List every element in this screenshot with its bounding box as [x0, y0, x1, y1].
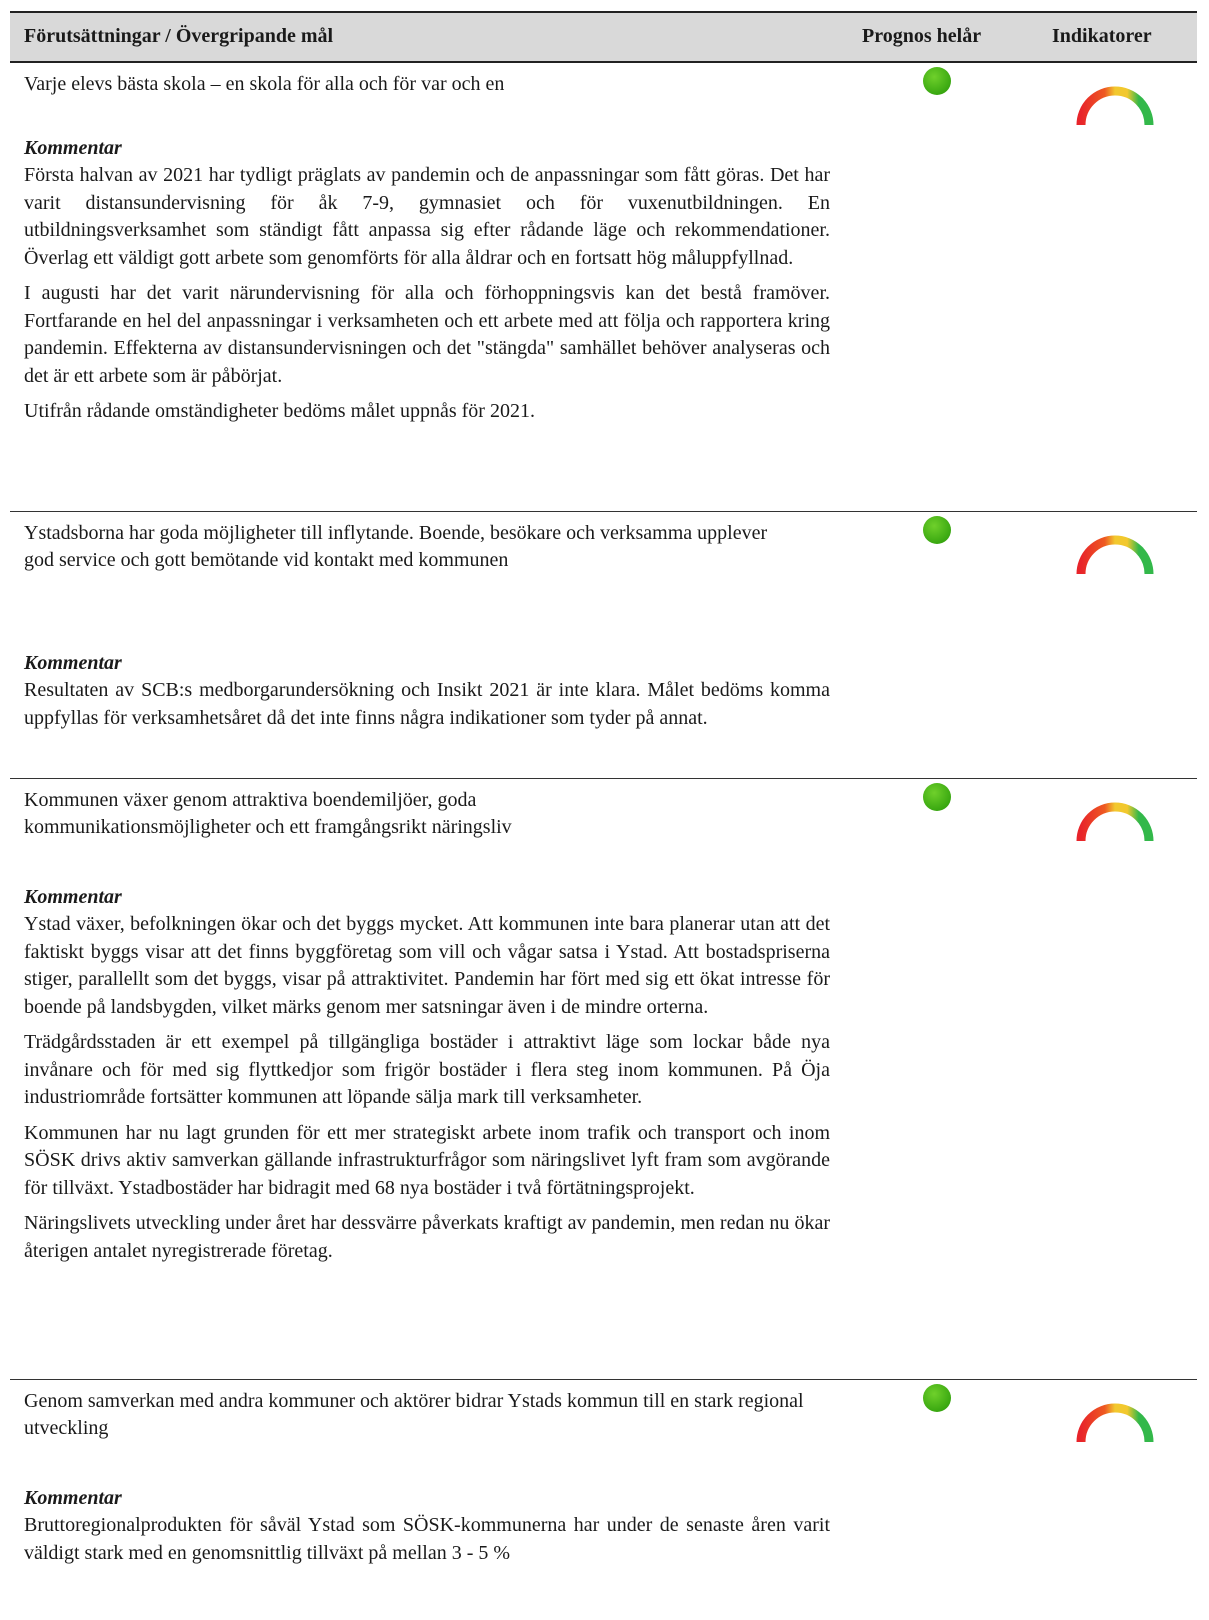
goal-row [10, 1380, 1197, 1620]
goal-title: Kommunen växer genom attraktiva boendemiljöer, goda kommunikationsmöjligheter och ett framgångsrikt näringsliv [24, 789, 512, 838]
comment-paragraph: Kommunen har nu lagt grunden för ett mer strategiskt arbete inom trafik och transport och inom SÖSK drivs aktiv samverkan gällande infrastrukturfrågor som näringslivet lyft fram som avgörande för tillväxt. Ystadbostäder har bidragit med 68 nya bostäder i två förtätningsprojekt. [24, 1121, 830, 1199]
goal-title: Genom samverkan med andra kommuner och aktörer bidrar Ystads kommun till en stark regional utveckling [24, 1390, 804, 1439]
goals-table [10, 11, 1197, 1620]
comment-paragraph: Första halvan av 2021 har tydligt präglats av pandemin och de anpassningar som fått göras. Det har varit distansundervisning för åk 7-9, gymnasiet och för vuxenutbildningen. En utbildningsverksamhet som ständigt fått anpassa sig efter rådande läge och rekommendationer. Överlag ett väldigt gott arbete som genomförts för alla åldrar och en fortsatt hög måluppfyllnad. [24, 164, 830, 269]
status-green-icon [923, 1384, 951, 1412]
comment-label: Kommentar [24, 137, 122, 159]
goal-row [10, 779, 1197, 1380]
gauge-indicator-icon [1074, 532, 1156, 578]
comment-body [24, 911, 830, 1273]
gauge-indicator-icon [1074, 799, 1156, 845]
goal-row [10, 512, 1197, 779]
comment-paragraph: Bruttoregionalprodukten för såväl Ystad som SÖSK-kommunerna har under de senaste åren varit väldigt stark med en genomsnittlig tillväxt på mellan 3 - 5 % [24, 1514, 830, 1564]
comment-label: Kommentar [24, 886, 122, 908]
comment-paragraph: Trädgårdsstaden är ett exempel på tillgängliga bostäder i attraktivt läge som lockar både nya invånare och för med sig flyttkedjor som frigör bostäder i flera steg inom kommunen. På Öja industriområde fortsätter kommunen att löpande sälja mark till verksamheter. [24, 1031, 830, 1108]
goal-title: Ystadsborna har goda möjligheter till inflytande. Boende, besökare och verksamma upplever god service och gott bemötande vid kontakt med kommunen [24, 522, 768, 571]
comment-body [24, 677, 830, 740]
goal-row [10, 63, 1197, 512]
goal-title: Varje elevs bästa skola – en skola för alla och för var och en [24, 73, 505, 95]
status-green-icon [923, 516, 951, 544]
comment-body [24, 1512, 830, 1575]
header-goal: Förutsättningar / Övergripande mål [24, 25, 334, 47]
table-header [10, 11, 1197, 63]
comment-paragraph: I augusti har det varit närundervisning för alla och förhoppningsvis kan det bestå framöver. Fortfarande en hel del anpassningar i verksamheten och ett arbete med att följa och rapportera kring pandemin. Effekterna av distansundervisningen och det "stängda" samhället behöver analyseras och det är ett arbete som är påbörjat. [24, 282, 830, 387]
comment-body [24, 162, 830, 434]
header-indikatorer: Indikatorer [1052, 25, 1152, 47]
comment-paragraph: Resultaten av SCB:s medborgarundersökning och Insikt 2021 är inte klara. Målet bedöms komma uppfyllas för verksamhetsåret då det inte finns några indikationer som tyder på annat. [24, 679, 830, 729]
header-prognos: Prognos helår [862, 25, 982, 47]
comment-paragraph: Näringslivets utveckling under året har dessvärre påverkats kraftigt av pandemin, men redan nu ökar återigen antalet nyregistrerade företag. [24, 1212, 830, 1262]
status-green-icon [923, 783, 951, 811]
gauge-indicator-icon [1074, 1400, 1156, 1446]
comment-label: Kommentar [24, 652, 122, 674]
comment-label: Kommentar [24, 1487, 122, 1509]
gauge-indicator-icon [1074, 83, 1156, 129]
comment-paragraph: Utifrån rådande omständigheter bedöms målet uppnås för 2021. [24, 400, 535, 422]
status-green-icon [923, 67, 951, 95]
comment-paragraph: Ystad växer, befolkningen ökar och det byggs mycket. Att kommunen inte bara planerar utan att det faktiskt byggs visar att det finns byggföretag som vill och vågar satsa i Ystad. Att bostadspriserna stiger, parallellt som det byggs, visar på attraktivitet. Pandemin har fört med sig ett ökat intresse för boende på landsbygden, vilket märks genom mer satsningar även i de mindre orterna. [24, 913, 830, 1018]
